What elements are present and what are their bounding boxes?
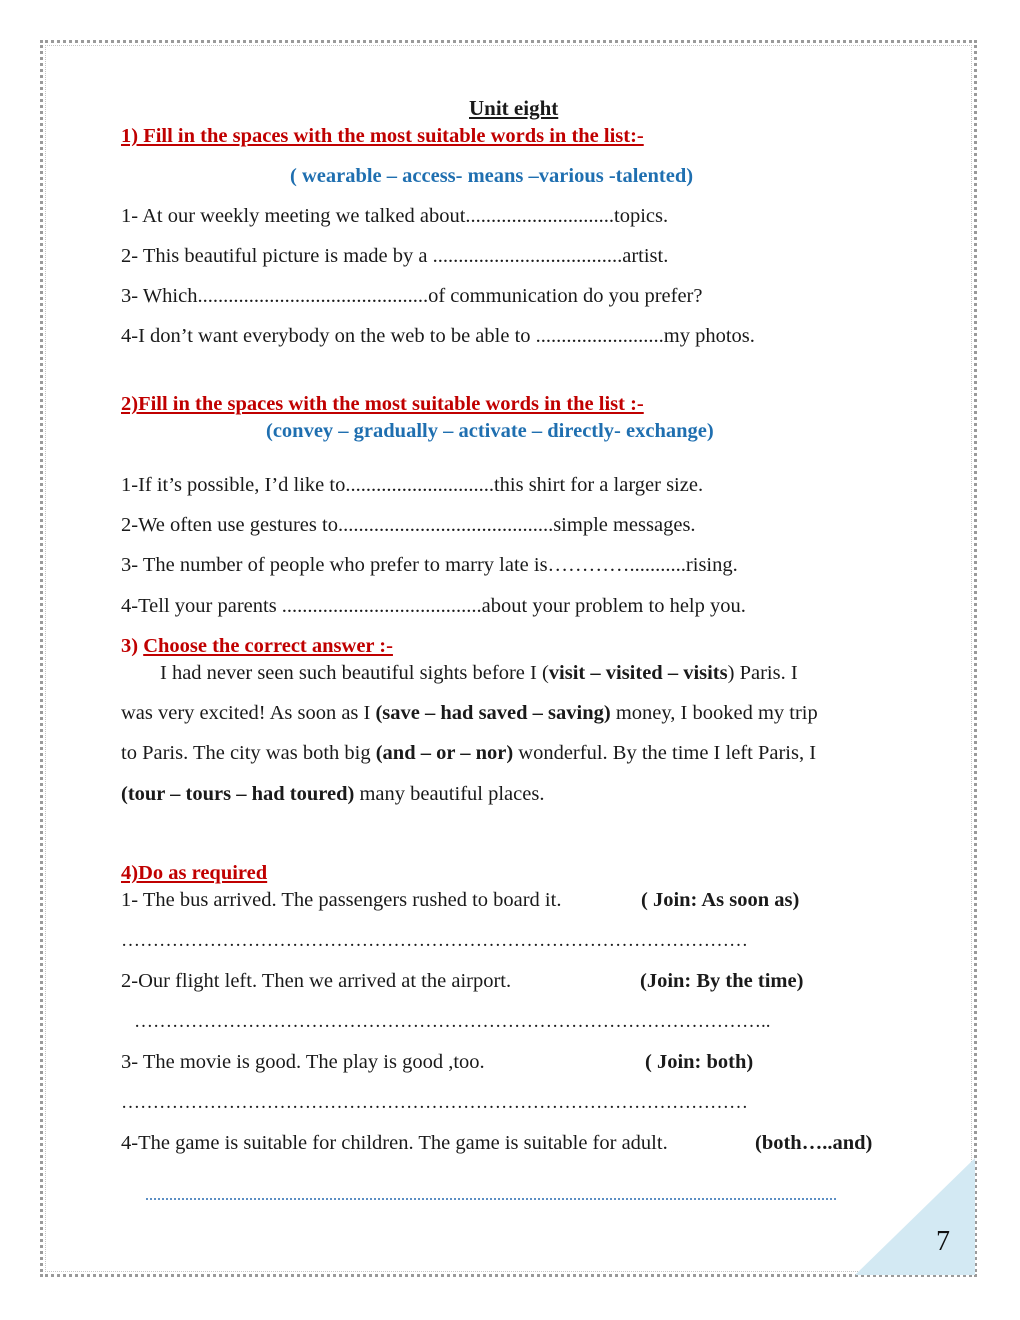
section4-q4: 4-The game is suitable for children. The game is suitable for adult. [121, 1132, 668, 1154]
text-run: money, I booked my trip [610, 702, 818, 724]
section4-heading: 4)Do as required [121, 862, 268, 884]
section3-line-4 [121, 784, 544, 805]
section4-q4-hint: (both…..and) [755, 1132, 873, 1154]
section3-heading [121, 636, 393, 657]
section3-line-3 [121, 743, 816, 764]
section1-wordlist: ( wearable – access- means –various -talented) [290, 165, 694, 187]
text-run: wonderful. By the time I left Paris, I [513, 742, 817, 764]
choice-options: (tour – tours – had toured) [121, 783, 355, 805]
text-run: many beautiful places. [354, 783, 545, 805]
text-run: to Paris. The city was both big [121, 742, 376, 764]
section1-item-4: 4-I don’t want everybody on the web to be able to .........................my photos. [121, 325, 755, 347]
choice-options: visit – visited – visits [548, 662, 728, 684]
section3-line-1 [160, 663, 798, 684]
section1-item-2: 2- This beautiful picture is made by a .....................................artist. [121, 245, 669, 267]
section3-line-2 [121, 703, 818, 724]
text-run: I had never seen such beautiful sights before I ( [160, 662, 549, 684]
page-title: Unit eight [469, 96, 559, 120]
section4-q1: 1- The bus arrived. The passengers rushed to board it. [121, 889, 562, 911]
section4-answer-3[interactable]: ……………………………………………………………………………………… [121, 1092, 748, 1113]
section2-item-1: 1-If it’s possible, I’d like to.............................this shirt for a larger size. [121, 474, 704, 496]
section3-number: 3) [121, 635, 139, 657]
section4-answer-2[interactable]: ……………………………………………………………………………………….. [134, 1011, 771, 1032]
section2-heading: 2)Fill in the spaces with the most suitable words in the list :- [121, 393, 644, 415]
text-run: was very excited! As soon as I [121, 702, 376, 724]
section4-q2: 2-Our flight left. Then we arrived at the airport. [121, 970, 512, 992]
section1-item-3: 3- Which.............................................of communication do you prefer? [121, 285, 703, 307]
choice-options: (and – or – nor) [375, 742, 514, 764]
section1-item-1: 1- At our weekly meeting we talked about.............................topics. [121, 205, 669, 227]
section4-q3-hint: ( Join: both) [645, 1051, 754, 1073]
choice-options: (save – had saved – saving) [375, 702, 611, 724]
page-border-inner [45, 45, 972, 1272]
text-run: ) Paris. I [727, 662, 798, 684]
section2-wordlist: (convey – gradually – activate – directly- exchange) [266, 420, 714, 442]
section1-heading: 1) Fill in the spaces with the most suitable words in the list:- [121, 125, 644, 147]
section2-item-2: 2-We often use gestures to..........................................simple messages. [121, 514, 696, 536]
section4-answer-4[interactable] [146, 1198, 836, 1200]
section4-answer-1[interactable]: ……………………………………………………………………………………… [121, 930, 748, 951]
section4-q1-hint: ( Join: As soon as) [641, 889, 800, 911]
section4-q3: 3- The movie is good. The play is good ,too. [121, 1051, 485, 1073]
page-number: 7 [936, 1226, 950, 1257]
section3-title: Choose the correct answer :- [143, 635, 393, 657]
section4-q2-hint: (Join: By the time) [640, 970, 804, 992]
section2-item-4: 4-Tell your parents .......................................about your problem to help you. [121, 595, 746, 617]
section2-item-3: 3- The number of people who prefer to marry late is…………...........rising. [121, 554, 738, 576]
